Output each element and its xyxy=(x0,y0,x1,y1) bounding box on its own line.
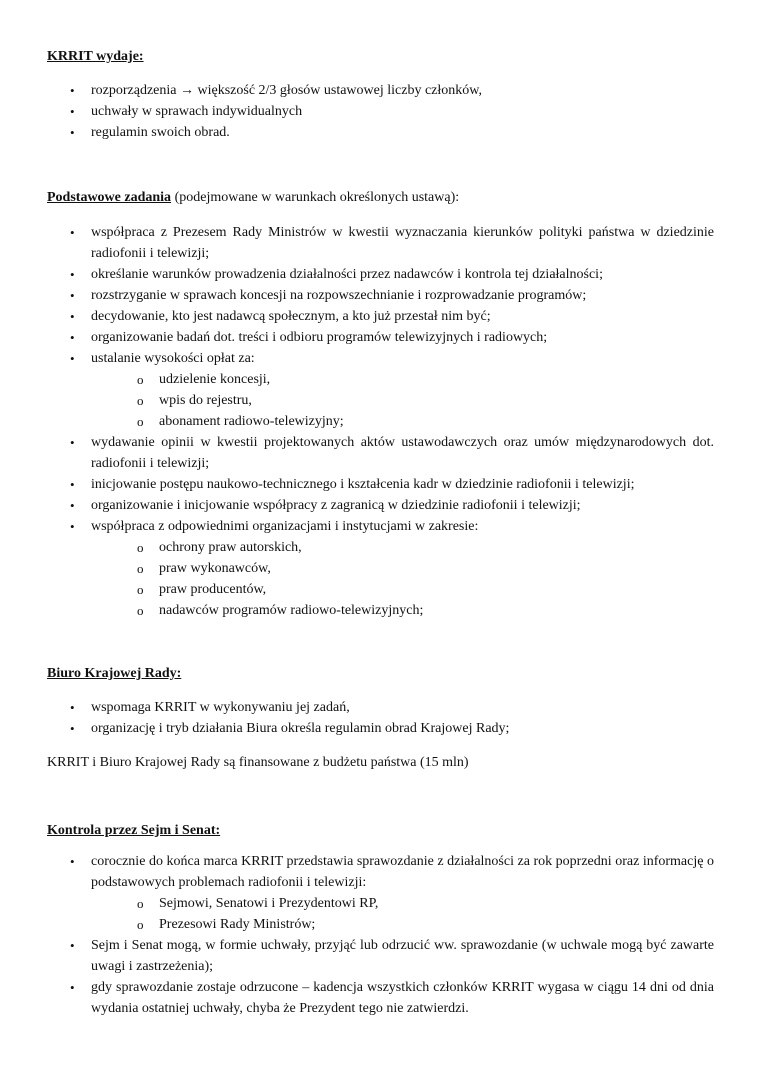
list-item xyxy=(0,348,714,432)
bullet-disc: • xyxy=(70,477,75,492)
list-item xyxy=(0,432,714,474)
list-biuro xyxy=(0,697,760,739)
bullet-disc: • xyxy=(70,288,75,303)
list-item xyxy=(0,474,714,495)
list-podstawowe-zadania xyxy=(0,222,760,621)
list-item xyxy=(0,80,714,101)
section-heading-kontrola: Kontrola przez Sejm i Senat: xyxy=(47,823,221,838)
sublist-item-text: wpis do rejestru, xyxy=(159,393,252,408)
list-item-text: uchwały w sprawach indywidualnych xyxy=(91,104,303,119)
bullet-circle: o xyxy=(137,561,144,576)
sublist-item xyxy=(91,369,714,390)
bullet-disc: • xyxy=(70,267,75,282)
section-heading-suffix: (podejmowane w warunkach określonych ustawą): xyxy=(171,190,460,205)
bullet-circle: o xyxy=(137,414,144,429)
list-item-text: gdy sprawozdanie zostaje odrzucone – kadencja wszystkich członków KRRIT wygasa w ciągu 14 dni od dnia wydania ostatniej uchwały, chyba że Prezydent tego nie zatwierdzi. xyxy=(91,980,714,1016)
section-heading-podstawowe-zadania: Podstawowe zadania xyxy=(47,190,172,205)
sublist-item-text: abonament radiowo-telewizyjny; xyxy=(159,414,344,429)
sublist-item-text: nadawców programów radiowo-telewizyjnych; xyxy=(159,603,424,618)
sublist-oplaty xyxy=(91,369,714,432)
list-item xyxy=(0,306,714,327)
bullet-circle: o xyxy=(137,582,144,597)
list-krrit-wydaje xyxy=(0,80,760,143)
sublist-item xyxy=(91,537,714,558)
bullet-disc: • xyxy=(70,125,75,140)
bullet-circle: o xyxy=(137,540,144,555)
bullet-disc: • xyxy=(70,83,75,98)
list-item-text: organizowanie badań dot. treści i odbioru programów telewizyjnych i radiowych; xyxy=(91,330,548,345)
sublist-item xyxy=(91,893,714,914)
list-item-text: określanie warunków prowadzenia działalności przez nadawców i kontrola tej działalności; xyxy=(91,267,603,282)
section-heading-krrit-wydaje: KRRIT wydaje: xyxy=(47,49,144,64)
sublist-item-text: Prezesowi Rady Ministrów; xyxy=(159,917,316,932)
sublist-item xyxy=(91,558,714,579)
bullet-disc: • xyxy=(70,721,75,736)
bullet-disc: • xyxy=(70,330,75,345)
list-item-text: rozporządzenia → większość 2/3 głosów ustawowej liczby członków, xyxy=(91,83,482,98)
sublist-item-text: Sejmowi, Senatowi i Prezydentowi RP, xyxy=(159,896,379,911)
sublist-item-text: ochrony praw autorskich, xyxy=(159,540,302,555)
list-item xyxy=(0,977,714,1019)
bullet-disc: • xyxy=(70,225,75,240)
list-item-text: współpraca z Prezesem Rady Ministrów w kwestii wyznaczania kierunków polityki państwa w dziedzinie radiofonii i telewizji; xyxy=(91,225,714,261)
list-item xyxy=(0,222,714,264)
bullet-disc: • xyxy=(70,104,75,119)
sublist-item xyxy=(91,579,714,600)
list-item-text: Sejm i Senat mogą, w formie uchwały, przyjąć lub odrzucić ww. sprawozdanie (w uchwale mogą być zawarte uwagi i zastrzeżenia); xyxy=(91,938,714,974)
financing-note: KRRIT i Biuro Krajowej Rady są finansowane z budżetu państwa (15 mln) xyxy=(47,755,469,770)
list-item xyxy=(0,122,714,143)
list-item-text: wspomaga KRRIT w wykonywaniu jej zadań, xyxy=(91,700,350,715)
bullet-circle: o xyxy=(137,917,144,932)
list-item-text: wydawanie opinii w kwestii projektowanych aktów ustawodawczych oraz umów międzynarodowych dot. radiofonii i telewizji; xyxy=(91,435,714,471)
list-item-text: regulamin swoich obrad. xyxy=(91,125,230,140)
sublist-kontrola xyxy=(91,893,714,935)
list-item xyxy=(0,516,714,621)
bullet-disc: • xyxy=(70,498,75,513)
sublist-item xyxy=(91,600,714,621)
list-item xyxy=(0,495,714,516)
list-item xyxy=(0,935,714,977)
sublist-item-text: praw wykonawców, xyxy=(159,561,271,576)
sublist-item xyxy=(91,914,714,935)
list-item-text: decydowanie, kto jest nadawcą społecznym, a kto już przestał nim być; xyxy=(91,309,491,324)
list-item-text: inicjowanie postępu naukowo-technicznego i kształcenia kadr w dziedzinie radiofonii i telewizji; xyxy=(91,477,635,492)
list-item xyxy=(0,697,714,718)
bullet-circle: o xyxy=(137,896,144,911)
sublist-wspolpraca xyxy=(91,537,714,621)
sublist-item xyxy=(91,411,714,432)
bullet-disc: • xyxy=(70,938,75,953)
sublist-item-text: praw producentów, xyxy=(159,582,267,597)
bullet-circle: o xyxy=(137,393,144,408)
bullet-disc: • xyxy=(70,351,75,366)
list-item xyxy=(0,718,714,739)
list-item xyxy=(0,327,714,348)
section-heading-line-zadania xyxy=(47,187,459,208)
list-item-text: rozstrzyganie w sprawach koncesji na rozpowszechnianie i rozprowadzanie programów; xyxy=(91,288,587,303)
list-item-text: corocznie do końca marca KRRIT przedstawia sprawozdanie z działalności za rok poprzedni oraz informację o podstawowych problemach radiofonii i telewizji: xyxy=(91,854,714,890)
bullet-disc: • xyxy=(70,700,75,715)
sublist-item-text: udzielenie koncesji, xyxy=(159,372,271,387)
bullet-disc: • xyxy=(70,519,75,534)
list-item-text: organizowanie i inicjowanie współpracy z zagranicą w dziedzinie radiofonii i telewizji; xyxy=(91,498,581,513)
list-item-text: organizację i tryb działania Biura określa regulamin obrad Krajowej Rady; xyxy=(91,721,510,736)
list-item-text: ustalanie wysokości opłat za: xyxy=(91,351,255,366)
list-item xyxy=(0,851,714,935)
list-kontrola xyxy=(0,851,760,1019)
section-heading-biuro: Biuro Krajowej Rady: xyxy=(47,666,182,681)
bullet-disc: • xyxy=(70,854,75,869)
list-item xyxy=(0,101,714,122)
bullet-disc: • xyxy=(70,435,75,450)
bullet-circle: o xyxy=(137,372,144,387)
list-item-text: współpraca z odpowiednimi organizacjami i instytucjami w zakresie: xyxy=(91,519,479,534)
list-item xyxy=(0,285,714,306)
bullet-circle: o xyxy=(137,603,144,618)
sublist-item xyxy=(91,390,714,411)
bullet-disc: • xyxy=(70,980,75,995)
list-item xyxy=(0,264,714,285)
bullet-disc: • xyxy=(70,309,75,324)
